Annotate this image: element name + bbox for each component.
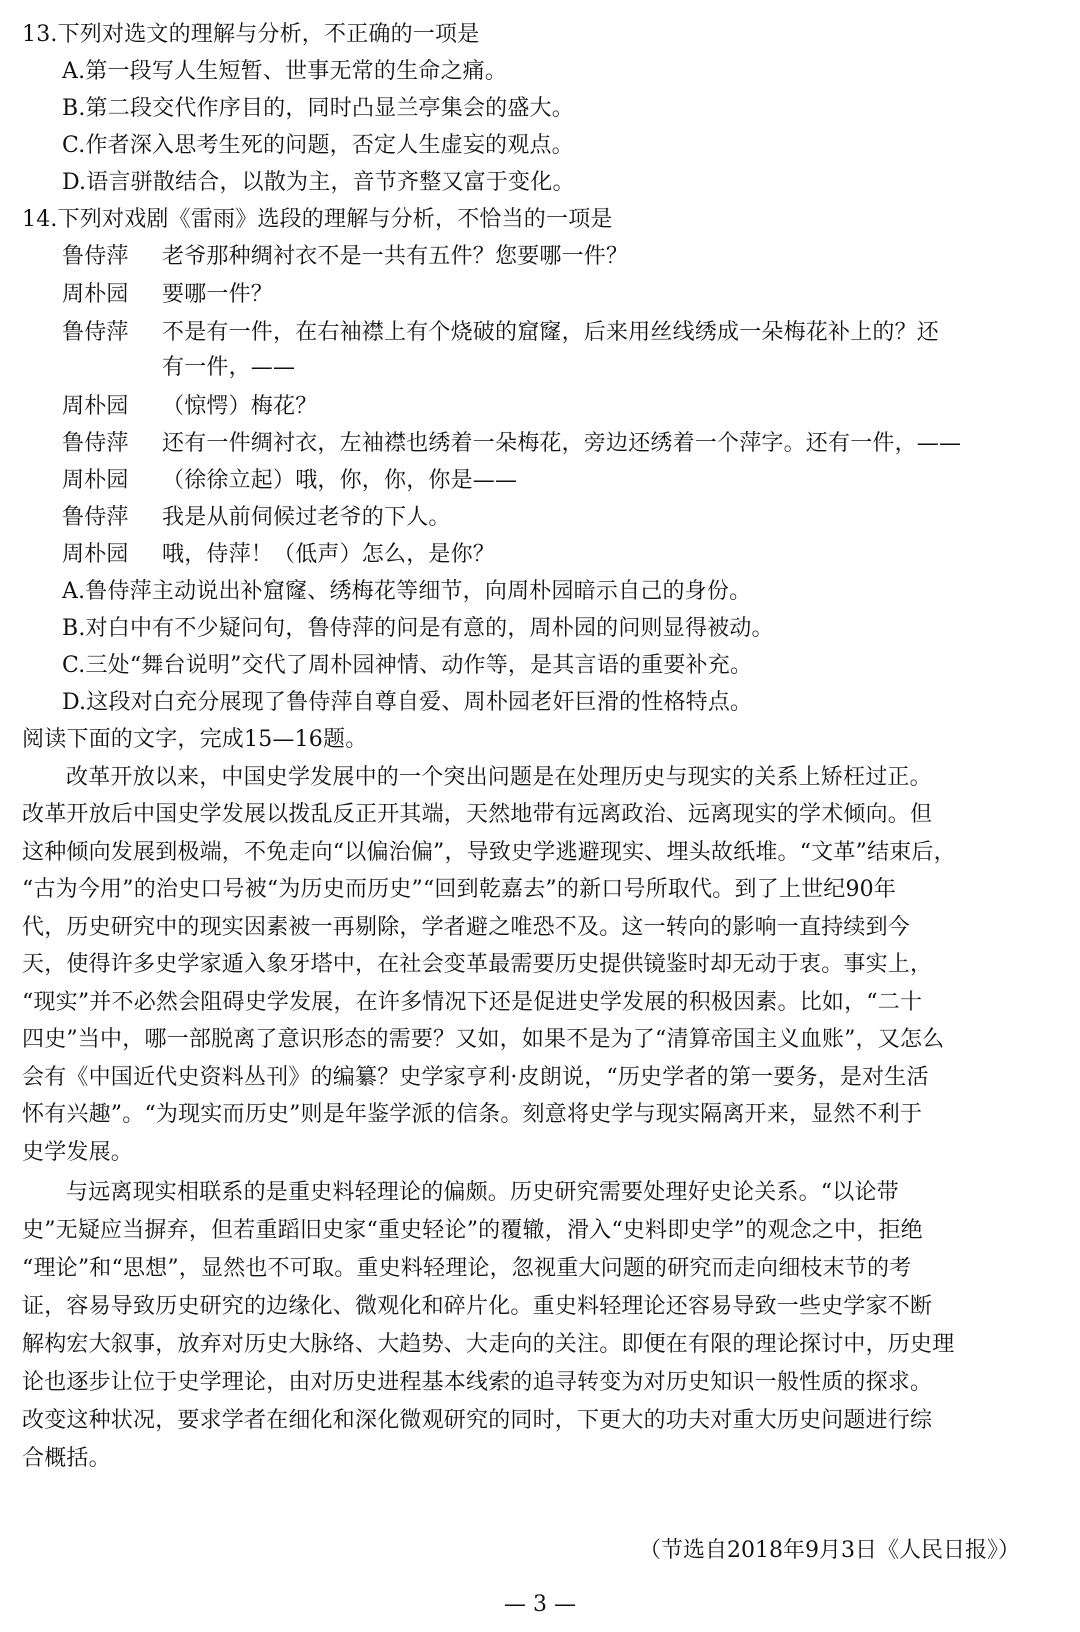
passage-line: 改变这种状况，要求学者在细化和深化微观研究的同时，下更大的功夫对重大历史问题进行综 [22,1408,933,1433]
dialogue-speaker: 鲁侍萍 [62,431,129,456]
dialogue-line: （徐徐立起）哦，你，你，你是—— [162,468,518,493]
passage-line: “理论”和“思想”，显然也不可取。重史料轻理论，忽视重大问题的研究而走向细枝末节的考 [22,1256,912,1281]
passage-line: 四史”当中，哪一部脱离了意识形态的需要？又如，如果不是为了“清算帝国主义血账”，又怎么 [22,1027,945,1052]
passage-line: 天，使得许多史学家遁入象牙塔中，在社会变革最需要历史提供镜鉴时却无动于衷。事实上， [22,952,933,977]
passage-line: 解构宏大叙事，放弃对历史大脉络、大趋势、大走向的关注。即便在有限的理论探讨中，历史理 [22,1332,955,1357]
q13-stem: 13.下列对选文的理解与分析，不正确的一项是 [22,22,480,47]
page-number: — 3 — [504,1592,576,1617]
dialogue-speaker: 周朴园 [62,468,129,493]
passage-line: 论也逐步让位于史学理论，由对历史进程基本线索的追寻转变为对历史知识一般性质的探求。 [22,1370,933,1395]
dialogue-line: （惊愕）梅花？ [162,394,318,419]
dialogue-line: 还有一件绸衬衣，左袖襟也绣着一朵梅花，旁边还绣着一个萍字。还有一件，—— [162,431,962,456]
passage-line: 与远离现实相联系的是重史料轻理论的偏颇。历史研究需要处理好史论关系。“以论带 [66,1180,899,1205]
q14-option-c: C.三处“舞台说明”交代了周朴园神情、动作等，是其言语的重要补充。 [62,653,753,678]
q14-option-d: D.这段对白充分展现了鲁侍萍自尊自爱、周朴园老奸巨滑的性格特点。 [62,690,753,715]
dialogue-speaker: 鲁侍萍 [62,505,129,530]
passage-line: 证，容易导致历史研究的边缘化、微观化和碎片化。重史料轻理论还容易导致一些史学家不断 [22,1294,933,1319]
dialogue-speaker: 鲁侍萍 [62,244,129,269]
passage-line: 怀有兴趣”。“为现实而历史”则是年鉴学派的信条。刻意将史学与现实隔离开来，显然不利于 [22,1102,923,1127]
reading-intro: 阅读下面的文字，完成15—16题。 [22,727,368,752]
dialogue-speaker: 周朴园 [62,282,129,307]
dialogue-line: 我是从前伺候过老爷的下人。 [162,505,451,530]
q13-option-a: A.第一段写人生短暂、世事无常的生命之痛。 [62,59,508,84]
dialogue-speaker: 周朴园 [62,542,129,567]
dialogue-speaker: 鲁侍萍 [62,320,129,345]
dialogue-line: 有一件，—— [162,355,296,380]
passage-line: “现实”并不必然会阻碍史学发展，在许多情况下还是促进史学发展的积极因素。比如，“二十 [22,990,923,1015]
q13-option-d: D.语言骈散结合，以散为主，音节齐整又富于变化。 [62,170,575,195]
q13-option-b: B.第二段交代作序目的，同时凸显兰亭集会的盛大。 [62,96,574,121]
q14-stem: 14.下列对戏剧《雷雨》选段的理解与分析，不恰当的一项是 [22,207,613,232]
passage-line: 合概括。 [22,1446,111,1471]
passage-line: 改革开放以来，中国史学发展中的一个突出问题是在处理历史与现实的关系上矫枉过正。 [66,765,932,790]
source-citation: （节选自2018年9月3日《人民日报》） [639,1538,1020,1563]
passage-line: 史”无疑应当摒弃，但若重蹈旧史家“重史轻论”的覆辙，滑入“史料即史学”的观念之中，拒绝 [22,1218,923,1243]
passage-line: 代，历史研究中的现实因素被一再剔除，学者避之唯恐不及。这一转向的影响一直持续到今 [22,915,911,940]
dialogue-line: 要哪一件？ [162,282,274,307]
dialogue-line: 哦，侍萍！（低声）怎么，是你？ [162,542,496,567]
dialogue-line: 不是有一件，在右袖襟上有个烧破的窟窿，后来用丝线绣成一朵梅花补上的？还 [162,320,940,345]
passage-line: 改革开放后中国史学发展以拨乱反正开其端，天然地带有远离政治、远离现实的学术倾向。但 [22,802,933,827]
passage-line: 这种倾向发展到极端，不免走向“以偏治偏”，导致史学逃避现实、埋头故纸堆。“文革”结束后， [22,840,956,865]
passage-line: 史学发展。 [22,1140,134,1165]
passage-line: “古为今用”的治史口号被“为历史而历史”“回到乾嘉去”的新口号所取代。到了上世纪90年 [22,877,897,902]
q14-option-a: A.鲁侍萍主动说出补窟窿、绣梅花等细节，向周朴园暗示自己的身份。 [62,579,752,604]
q14-option-b: B.对白中有不少疑问句，鲁侍萍的问是有意的，周朴园的问则显得被动。 [62,616,774,641]
passage-line: 会有《中国近代史资料丛刊》的编纂？史学家亨利·皮朗说，“历史学者的第一要务，是对生活 [22,1065,929,1090]
q13-option-c: C.作者深入思考生死的问题，否定人生虚妄的观点。 [62,133,574,158]
dialogue-speaker: 周朴园 [62,394,129,419]
dialogue-line: 老爷那种绸衬衣不是一共有五件？您要哪一件？ [162,244,629,269]
